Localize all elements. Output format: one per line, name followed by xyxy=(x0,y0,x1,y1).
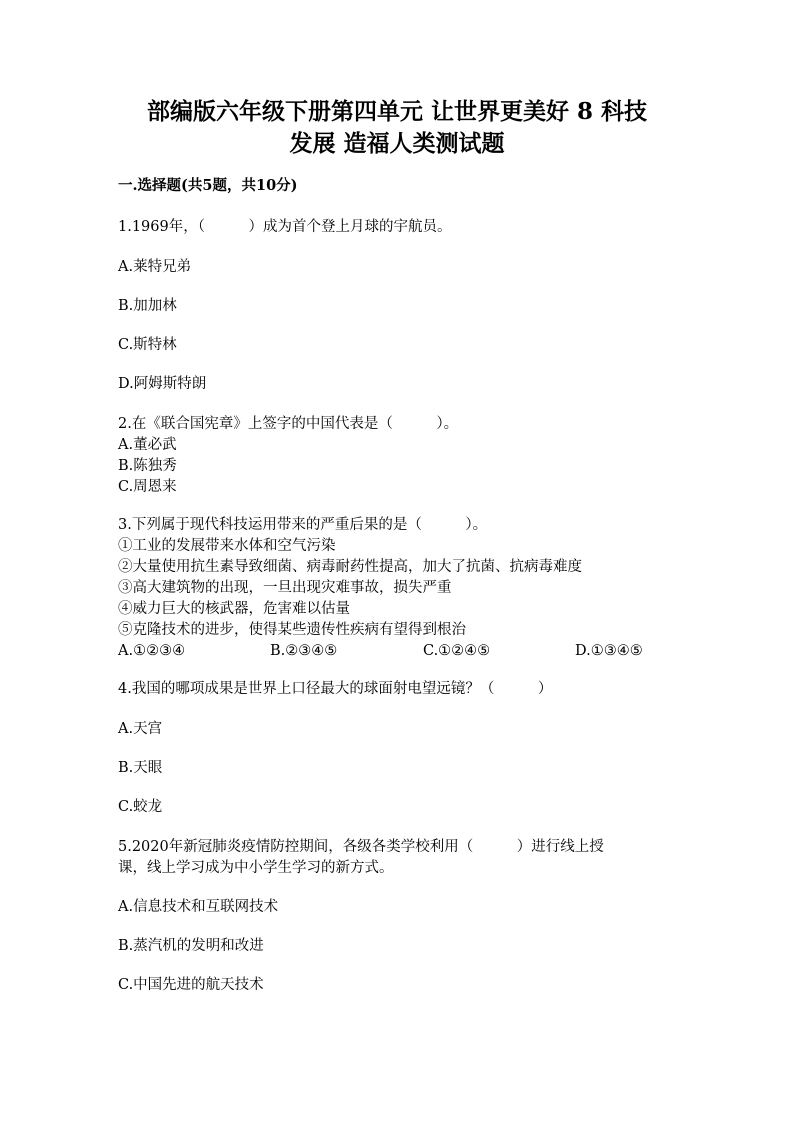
question-3-option-a: A.①②③④ xyxy=(118,643,186,659)
question-3-item-1: ①工业的发展带来水体和空气污染 xyxy=(118,538,336,554)
question-5-option-c: C.中国先进的航天技术 xyxy=(118,977,264,993)
question-1-option-d: D.阿姆斯特朗 xyxy=(118,376,207,392)
question-3-item-2: ②大量使用抗生素导致细菌、病毒耐药性提高，加大了抗菌、抗病毒难度 xyxy=(118,559,582,575)
question-5-stem-line-1: 5.2020年新冠肺炎疫情防控期间，各级各类学校利用（ ）进行线上授 xyxy=(118,839,604,855)
question-5-option-a: A.信息技术和互联网技术 xyxy=(118,899,279,915)
question-2-stem: 2.在《联合国宪章》上签字的中国代表是（ ）。 xyxy=(118,416,459,432)
question-3-option-c: C.①②④⑤ xyxy=(423,643,491,659)
question-2-option-c: C.周恩来 xyxy=(118,479,177,495)
question-3-item-5: ⑤克隆技术的进步，使得某些遗传性疾病有望得到根治 xyxy=(118,622,466,638)
question-3-stem: 3.下列属于现代科技运用带来的严重后果的是（ ）。 xyxy=(118,517,488,533)
question-4-option-a: A.天宫 xyxy=(118,721,163,737)
page-title-line-2: 发展 造福人类测试题 xyxy=(289,130,505,157)
question-1-option-b: B.加加林 xyxy=(118,298,177,314)
question-2-option-b: B.陈独秀 xyxy=(118,458,177,474)
question-4-stem: 4.我国的哪项成果是世界上口径最大的球面射电望远镜？（ ） xyxy=(118,681,553,697)
question-5-option-b: B.蒸汽机的发明和改进 xyxy=(118,938,264,954)
question-5-stem-line-2: 课，线上学习成为中小学生学习的新方式。 xyxy=(118,860,394,876)
question-4-option-b: B.天眼 xyxy=(118,760,163,776)
question-3-option-d: D.①③④⑤ xyxy=(575,643,643,659)
section-heading: 一.选择题(共5题，共10分) xyxy=(118,177,298,194)
question-1-option-c: C.斯特林 xyxy=(118,337,177,353)
question-3-item-4: ④威力巨大的核武器，危害难以估量 xyxy=(118,601,350,617)
question-3-item-3: ③高大建筑物的出现，一旦出现灾难事故，损失严重 xyxy=(118,580,452,596)
question-3-option-b: B.②③④⑤ xyxy=(270,643,338,659)
page-title-line-1: 部编版六年级下册第四单元 让世界更美好 8 科技 xyxy=(146,98,648,125)
question-2-option-a: A.董必武 xyxy=(118,437,177,453)
question-1-stem: 1.1969年，（ ）成为首个登上月球的宇航员。 xyxy=(118,219,452,235)
question-4-option-c: C.蛟龙 xyxy=(118,799,163,815)
question-1-option-a: A.莱特兄弟 xyxy=(118,259,192,275)
